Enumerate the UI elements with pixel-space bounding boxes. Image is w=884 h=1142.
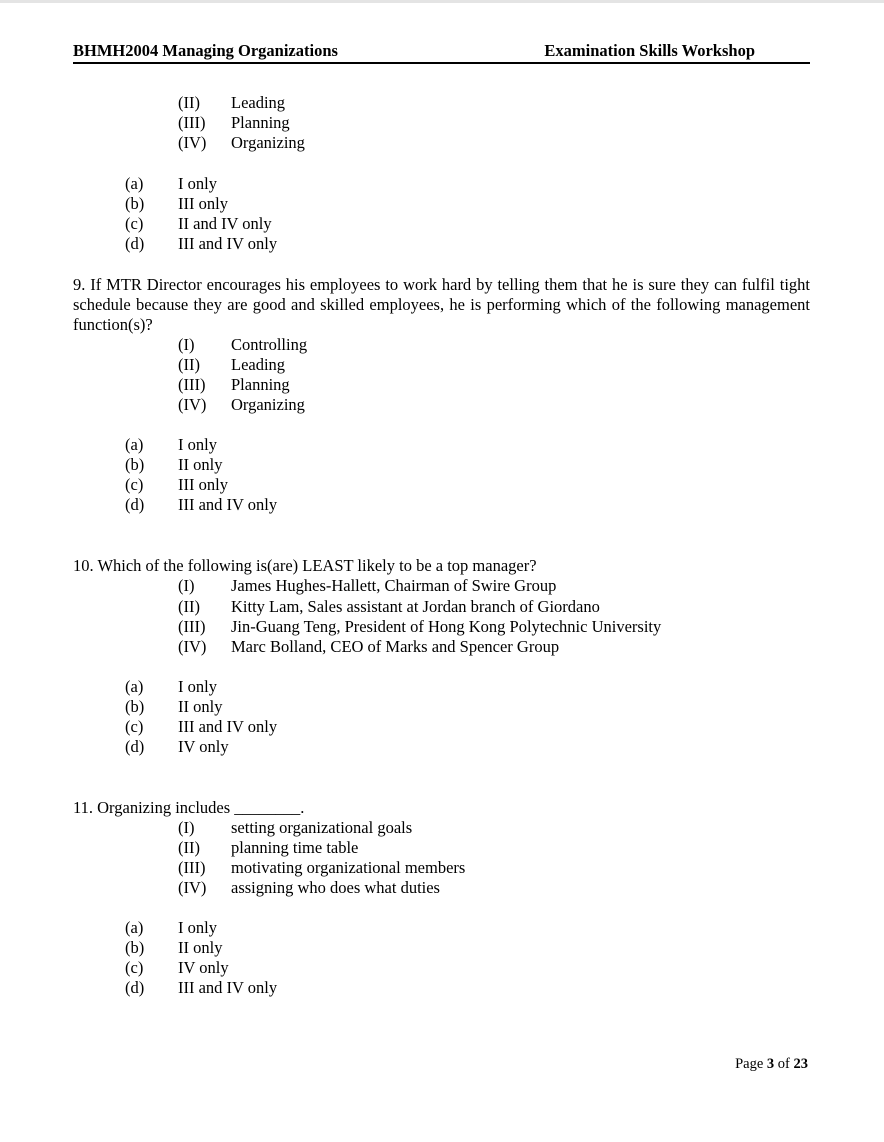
option-text: III and IV only <box>178 717 278 736</box>
course-title: BHMH2004 Managing Organizations <box>73 41 338 60</box>
question-stem: 9. If MTR Director encourages his employees to work hard by telling them that he is sure they can fulfil tight schedule because they are good and skilled employees, he is performing which of the following management function(s)? <box>73 275 810 334</box>
question-stem: 10. Which of the following is(are) LEAST likely to be a top manager? <box>73 556 537 575</box>
option-text: II only <box>178 697 223 716</box>
item-number: (II) <box>178 597 200 616</box>
option-text: III only <box>178 194 228 213</box>
item-text: Organizing <box>231 395 305 414</box>
item-number: (III) <box>178 858 206 877</box>
item-text: assigning who does what duties <box>231 878 440 897</box>
option-letter: (d) <box>125 495 145 514</box>
option-text: I only <box>178 174 217 193</box>
option-text: I only <box>178 435 217 454</box>
item-number: (II) <box>178 838 200 857</box>
item-number: (III) <box>178 617 206 636</box>
option-text: II and IV only <box>178 214 272 233</box>
item-number: (II) <box>178 355 200 374</box>
option-letter: (b) <box>125 194 145 213</box>
option-text: I only <box>178 918 217 937</box>
option-text: I only <box>178 677 217 696</box>
option-letter: (b) <box>125 455 145 474</box>
option-letter: (a) <box>125 435 144 454</box>
option-text: II only <box>178 455 223 474</box>
item-text: Jin-Guang Teng, President of Hong Kong Polytechnic University <box>231 617 662 636</box>
item-number: (IV) <box>178 637 207 656</box>
option-text: II only <box>178 938 223 957</box>
option-text: IV only <box>178 737 229 756</box>
option-text: IV only <box>178 958 229 977</box>
current-page: 3 <box>766 1056 775 1072</box>
page-label: Page <box>735 1056 764 1072</box>
item-number: (II) <box>178 93 200 112</box>
option-text: III and IV only <box>178 978 278 997</box>
item-text: motivating organizational members <box>231 858 466 877</box>
page-of: of <box>777 1056 790 1072</box>
option-letter: (d) <box>125 978 145 997</box>
workshop-title: Examination Skills Workshop <box>544 41 755 60</box>
item-text: James Hughes-Hallett, Chairman of Swire Group <box>231 576 557 595</box>
option-letter: (d) <box>125 234 145 253</box>
option-letter: (c) <box>125 475 144 494</box>
item-number: (IV) <box>178 395 207 414</box>
item-text: Planning <box>231 113 290 132</box>
option-letter: (b) <box>125 938 145 957</box>
item-text: Kitty Lam, Sales assistant at Jordan branch of Giordano <box>231 597 600 616</box>
option-letter: (b) <box>125 697 145 716</box>
top-edge <box>0 0 884 3</box>
option-letter: (d) <box>125 737 145 756</box>
option-letter: (a) <box>125 677 144 696</box>
item-number: (IV) <box>178 133 207 152</box>
item-number: (I) <box>178 576 195 595</box>
item-text: Marc Bolland, CEO of Marks and Spencer Group <box>231 637 560 656</box>
option-letter: (a) <box>125 918 144 937</box>
option-letter: (c) <box>125 214 144 233</box>
item-text: setting organizational goals <box>231 818 413 837</box>
option-text: III and IV only <box>178 495 278 514</box>
option-letter: (a) <box>125 174 144 193</box>
page-number <box>735 1056 808 1073</box>
item-text: planning time table <box>231 838 359 857</box>
item-number: (I) <box>178 335 195 354</box>
item-number: (III) <box>178 113 206 132</box>
item-text: Planning <box>231 375 290 394</box>
option-letter: (c) <box>125 958 144 977</box>
option-letter: (c) <box>125 717 144 736</box>
total-pages: 23 <box>793 1056 808 1072</box>
item-text: Leading <box>231 93 286 112</box>
item-number: (IV) <box>178 878 207 897</box>
option-text: III and IV only <box>178 234 278 253</box>
item-number: (I) <box>178 818 195 837</box>
item-text: Organizing <box>231 133 305 152</box>
item-number: (III) <box>178 375 206 394</box>
item-text: Leading <box>231 355 286 374</box>
question-stem: 11. Organizing includes ________. <box>73 798 305 817</box>
item-text: Controlling <box>231 335 308 354</box>
page-header <box>73 41 810 64</box>
option-text: III only <box>178 475 228 494</box>
